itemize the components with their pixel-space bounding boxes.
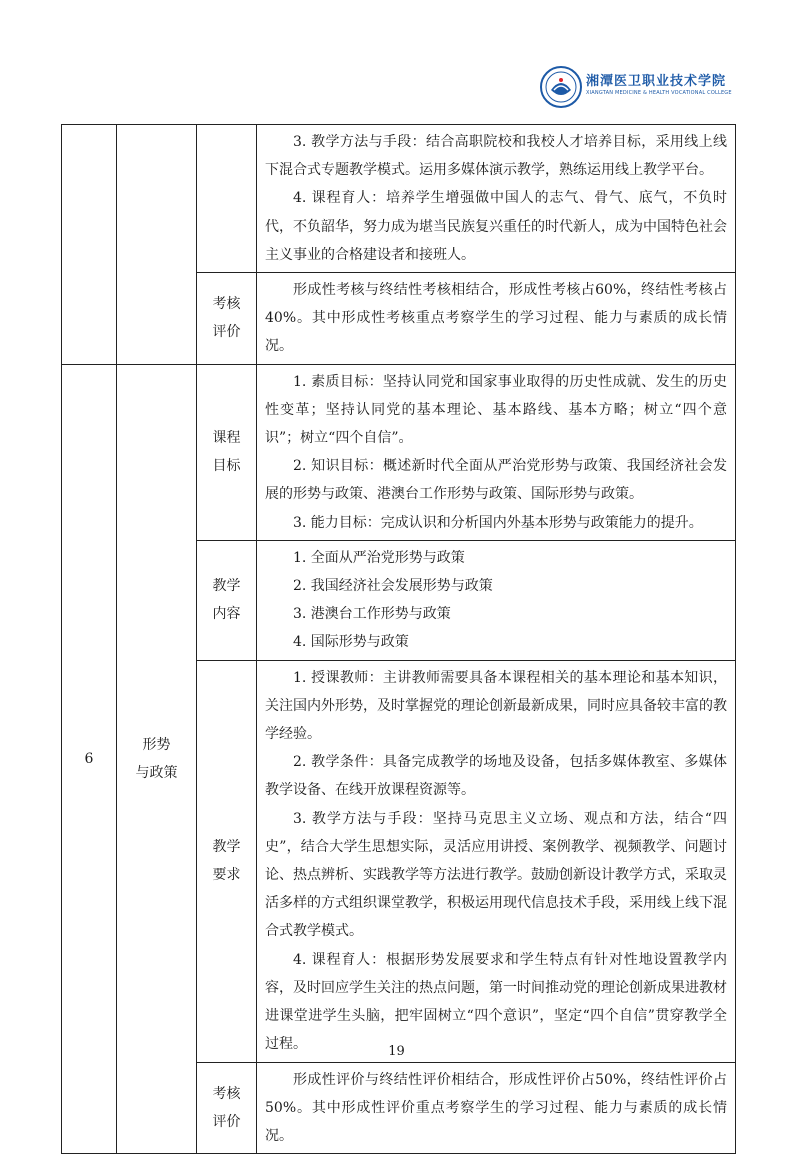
content-label-cell [197, 540, 257, 660]
objectives-label-cell [197, 364, 257, 540]
assessment-label-cell [197, 1062, 257, 1154]
assessment-cell [257, 1062, 736, 1154]
course-name-line1: 形势 [142, 736, 171, 753]
assessment-text: 形成性评价与终结性评价相结合，形成性评价占50%，终结性评价占50%。其中形成性评价重点考察学生的学习过程、能力与素质的成长情况。 [265, 1071, 727, 1144]
name-cell-empty [117, 125, 197, 365]
content-item: 2. 我国经济社会发展形势与政策 [293, 578, 493, 595]
requirement-paragraph: 3. 教学方法与手段：结合高职院校和我校人才培养目标，采用线上线下混合式专题教学模式。运用多媒体演示教学，熟练运用线上教学平台。 [265, 134, 727, 179]
requirement-paragraph: 4. 课程育人：培养学生增强做中国人的志气、骨气、底气，不负时代，不负韶华，努力成为堪当民族复兴重任的时代新人，成为中国特色社会主义事业的合格建设者和接班人。 [265, 190, 727, 263]
objectives-label-line1: 课程 [212, 430, 241, 447]
requirements-label-line2: 要求 [212, 867, 241, 884]
objective-paragraph: 1. 素质目标：坚持认同党和国家事业取得的历史性成就、发生的历史性变革；坚持认同党的基本理论、基本路线、基本方略；树立“四个意识”；树立“四个自信”。 [265, 373, 727, 447]
assessment-label-line1: 考核 [212, 296, 241, 313]
assessment-label-line2: 评价 [212, 1113, 241, 1130]
objective-paragraph: 2. 知识目标：概述新时代全面从严治党形势与政策、我国经济社会发展的形势与政策、港澳台工作形势与政策、国际形势与政策。 [265, 458, 727, 503]
college-emblem-icon [540, 66, 582, 108]
content-item: 3. 港澳台工作形势与政策 [293, 606, 451, 623]
requirements-label-line1: 教学 [212, 839, 241, 856]
college-name: 湘潭医卫职业技术学院 [586, 74, 727, 89]
objective-paragraph: 3. 能力目标：完成认识和分析国内外基本形势与政策能力的提升。 [293, 514, 703, 531]
requirement-paragraph: 1. 授课教师：主讲教师需要具备本课程相关的基本理论和基本知识，关注国内外形势，及时掌握党的理论创新最新成果，同时应具备较丰富的教学经验。 [265, 669, 727, 743]
requirements-label-cell [197, 660, 257, 1062]
requirement-paragraph: 3. 教学方法与手段：坚持马克思主义立场、观点和方法，结合“四史”，结合大学生思想实际，灵活应用讲授、案例教学、视频教学、问题讨论、热点辨析、实践教学等方法进行教学。鼓励创新设计教学方式，采取灵活多样的方式组织课堂教学，积极运用现代信息技术手段，采用线上线下混合式教学模式。 [265, 810, 727, 940]
content-label-line2: 内容 [212, 606, 241, 623]
table-row [62, 125, 736, 273]
college-name-en: XIANGTAN MEDICINE & HEALTH VOCATIONAL COLLEGE [586, 90, 732, 96]
table-row [62, 364, 736, 540]
assessment-text: 形成性考核与终结性考核相结合，形成性考核占60%，终结性考核占40%。其中形成性考核重点考察学生的学习过程、能力与素质的成长情况。 [265, 282, 727, 355]
number-cell-empty [62, 125, 117, 365]
content-label-line1: 教学 [212, 578, 241, 595]
requirement-paragraph: 4. 课程育人：根据形势发展要求和学生特点有针对性地设置教学内容，及时回应学生关注的热点问题，第一时间推动党的理论创新成果进教材进课堂进学生头脑，把牢固树立“四个意识”，坚定“四个自信”贯穿教学全过程。 [265, 951, 727, 1053]
course-number-cell [62, 364, 117, 1153]
continued-assessment-cell [257, 273, 736, 365]
course-name-cell [117, 364, 197, 1153]
content-cell [257, 540, 736, 660]
objectives-label-line2: 目标 [212, 458, 241, 475]
college-logo [540, 64, 732, 112]
content-item: 4. 国际形势与政策 [293, 634, 409, 651]
course-number: 6 [84, 750, 94, 767]
assessment-label-line2: 评价 [212, 324, 241, 341]
course-table [61, 124, 736, 1154]
assessment-label-line1: 考核 [212, 1085, 241, 1102]
page-number: 19 [388, 1044, 405, 1059]
assessment-label-cell [197, 273, 257, 365]
content-item: 1. 全面从严治党形势与政策 [293, 549, 465, 566]
requirements-cell [257, 660, 736, 1062]
label-cell-empty [197, 125, 257, 273]
requirement-paragraph: 2. 教学条件：具备完成教学的场地及设备，包括多媒体教室、多媒体教学设备、在线开放课程资源等。 [265, 754, 727, 799]
objectives-cell [257, 364, 736, 540]
continued-requirements-cell [257, 125, 736, 273]
course-name-line2: 与政策 [135, 764, 178, 781]
